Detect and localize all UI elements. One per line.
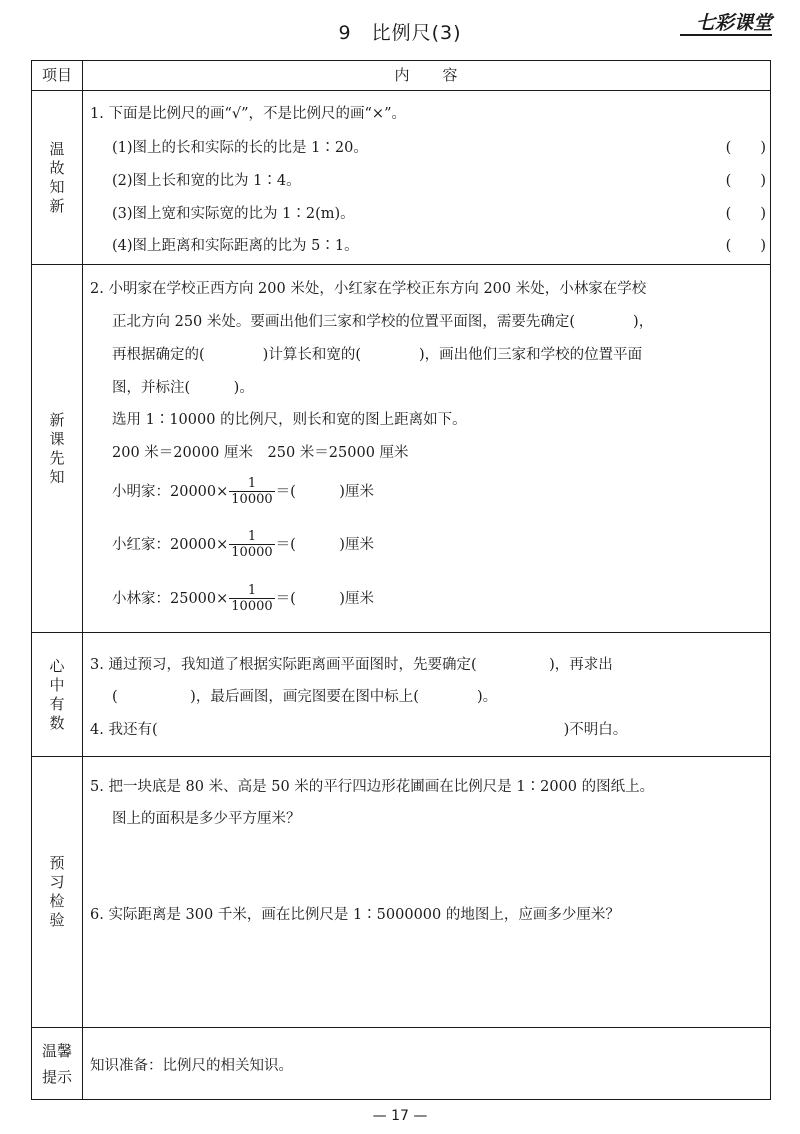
brand-logo: 七彩课堂 [695, 12, 772, 34]
question-item: (4)图上距离和实际距离的比为 5∶1。 [112, 238, 359, 254]
section-body [90, 757, 766, 1027]
section-body [90, 633, 766, 756]
section-label: 温故知新 [49, 139, 65, 215]
section-tips [32, 1028, 770, 1099]
section-body [90, 265, 766, 632]
question-5: 5. 把一块底是 80 米、高是 50 米的平行四边形花圃画在比例尺是 1∶2000 的图纸上。 [90, 779, 655, 795]
section-label: 预习检验 [49, 854, 65, 929]
page-number: — 17 — [372, 1108, 428, 1124]
brand-underline [680, 34, 772, 36]
question-item: (1)图上的长和实际的长的比是 1∶20。 [112, 140, 368, 156]
calc-xiaolin: 小林家：25000× $\frac{1}{10000}$ ＝( )厘米 [112, 583, 374, 614]
question-6: 6. 实际距离是 300 千米，画在比例尺是 1∶5000000 的地图上，应画多少厘米？ [90, 907, 620, 923]
answer-blank[interactable]: ( ) [725, 206, 766, 222]
question-2-line: 2. 小明家在学校正西方向 200 米处，小红家在学校正东方向 200 米处，小林家在学校 [90, 281, 647, 297]
answer-blank[interactable]: ( ) [725, 238, 766, 254]
question-3-line: 3. 通过预习，我知道了根据实际距离画平面图时，先要确定( )，再求出 [90, 657, 613, 673]
header-item-label: 项目 [41, 66, 72, 84]
header-content-label: 内 容 [394, 66, 459, 84]
answer-blank[interactable]: ( ) [725, 173, 766, 189]
question-2-line: 200 米＝20000 厘米 250 米＝25000 厘米 [112, 445, 409, 461]
table-header-row [32, 61, 770, 91]
question-2-line: 图，并标注( )。 [112, 380, 254, 396]
section-review [32, 91, 770, 265]
page-title: 9 比例尺(3) [338, 22, 462, 44]
section-preview-test [32, 757, 770, 1028]
worksheet-table [31, 60, 771, 1100]
question-2-line: 再根据确定的( )计算长和宽的( )，画出他们三家和学校的位置平面 [112, 347, 643, 363]
section-body [90, 1028, 766, 1099]
answer-blank[interactable]: ( ) [725, 140, 766, 156]
tip-text: 知识准备：比例尺的相关知识。 [90, 1058, 293, 1074]
section-body [90, 91, 766, 264]
question-2-line: 正北方向 250 米处。要画出他们三家和学校的位置平面图，需要先确定( )， [112, 314, 654, 330]
calc-xiaohong: 小红家：20000× $\frac{1}{10000}$ ＝( )厘米 [112, 529, 374, 560]
calc-xiaoming: 小明家：20000× $\frac{1}{10000}$ ＝( )厘米 [112, 476, 374, 507]
question-3-line: ( )，最后画图，画完图要在图中标上( )。 [112, 689, 498, 705]
section-label: 温馨提示 [41, 1041, 72, 1086]
question-item: (3)图上宽和实际宽的比为 1∶2(m)。 [112, 206, 355, 222]
question-1: 1. 下面是比例尺的画“√”，不是比例尺的画“×”。 [90, 106, 406, 122]
question-item: (2)图上长和宽的比为 1∶4。 [112, 173, 301, 189]
question-4: 4. 我还有( )不明白。 [90, 722, 628, 738]
question-2-line: 选用 1∶10000 的比例尺，则长和宽的图上距离如下。 [112, 412, 467, 428]
section-label: 新课先知 [49, 410, 65, 486]
question-5-line: 图上的面积是多少平方厘米？ [112, 811, 301, 827]
section-self-check [32, 633, 770, 757]
section-new-lesson [32, 265, 770, 633]
section-label: 心中有数 [49, 656, 65, 732]
